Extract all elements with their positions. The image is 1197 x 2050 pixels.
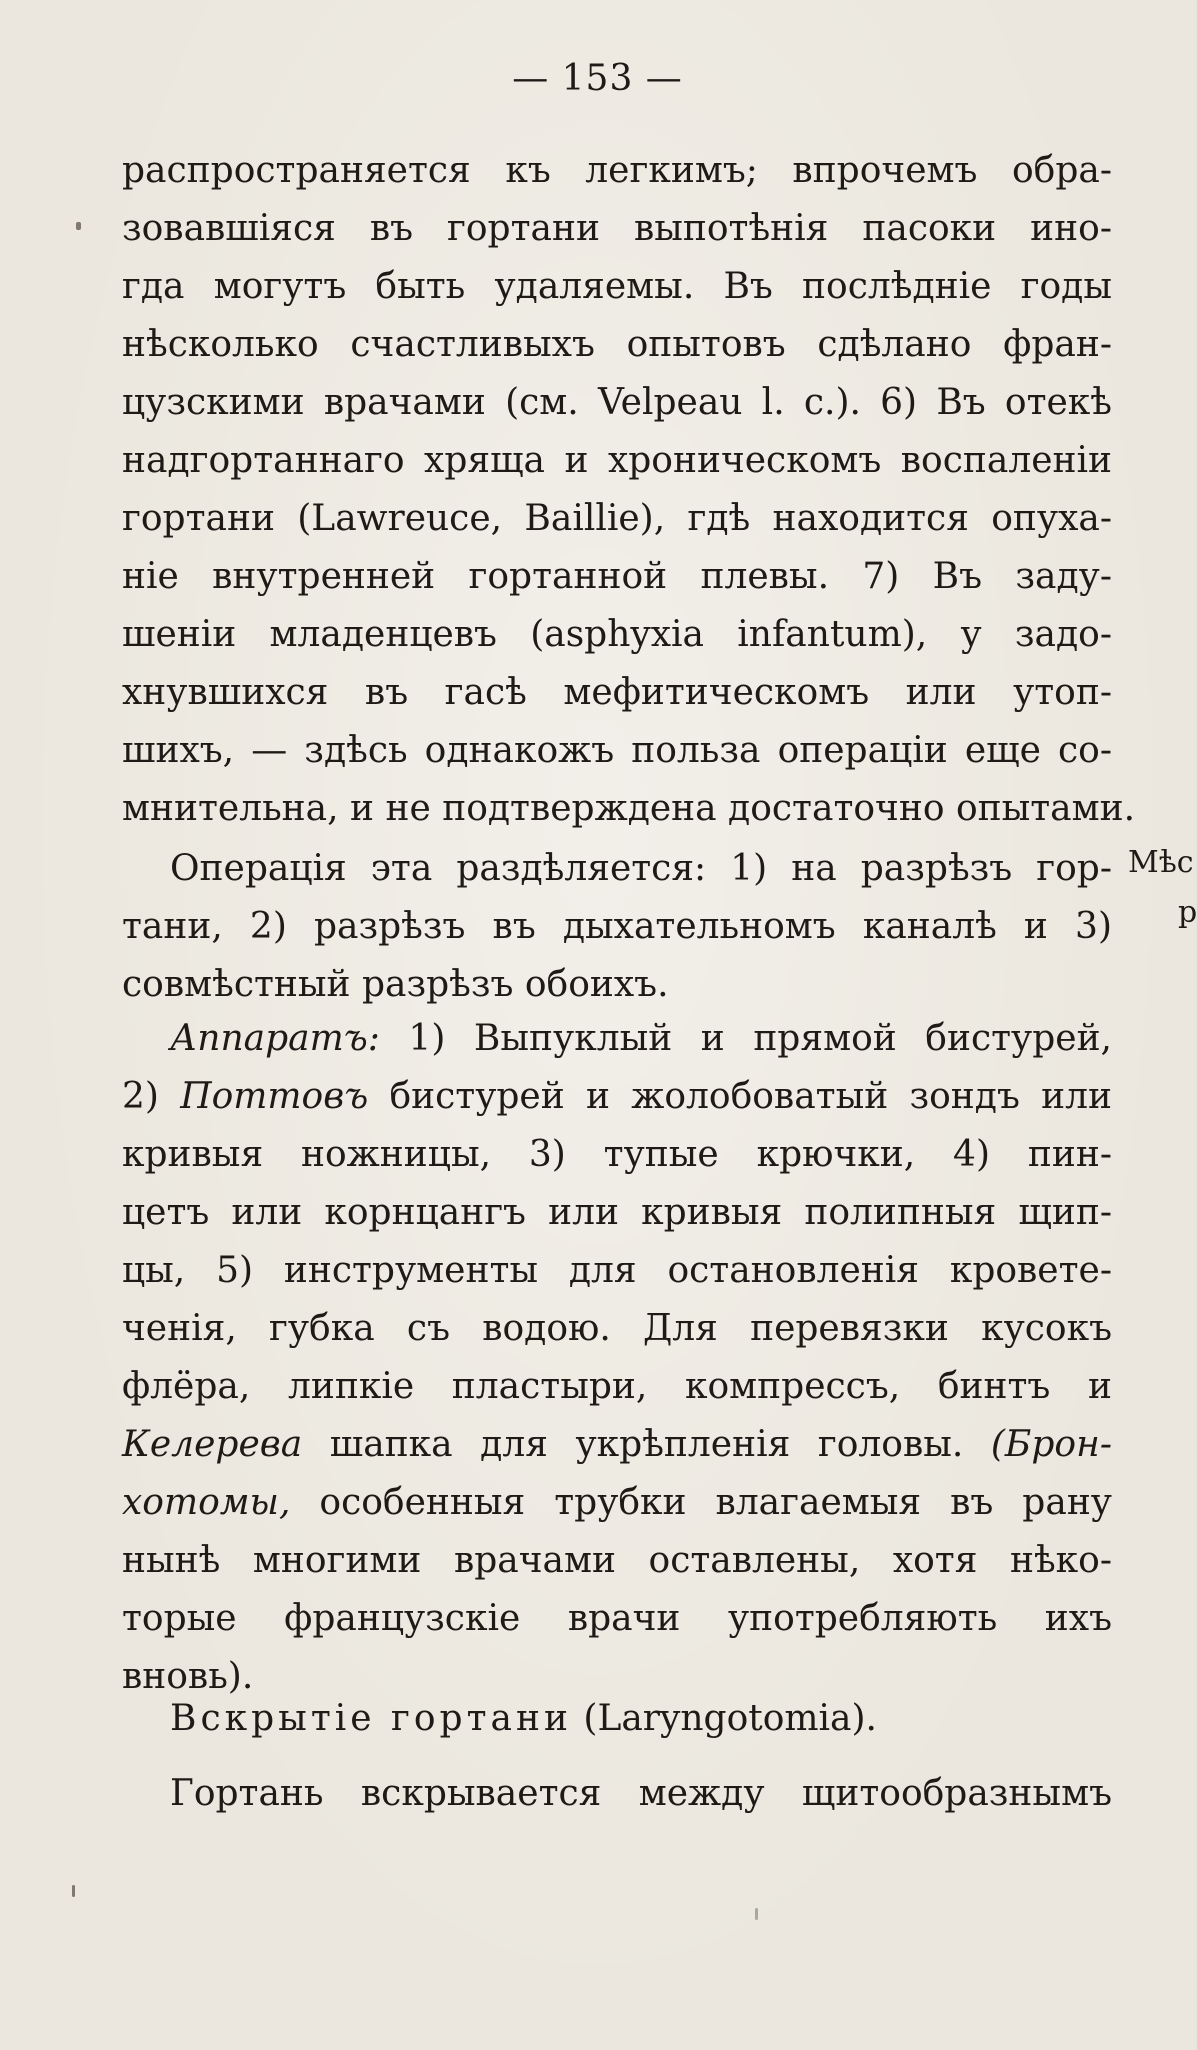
text-line: гда могутъ быть удаляемы. Въ послѣдніе годы <box>122 266 1112 307</box>
heading-spaced: Вскрытіе гортани <box>170 1698 572 1739</box>
text-run: шапка для укрѣпленія головы. <box>302 1424 991 1465</box>
text-line: Операція эта раздѣляется: 1) на разрѣзъ гор- <box>170 848 1112 889</box>
italic-term: Поттовъ <box>180 1076 369 1117</box>
text-line: цы, 5) инструменты для остановленія кровете- <box>122 1250 1112 1291</box>
italic-term: Аппаратъ: <box>170 1018 380 1059</box>
text-line: цетъ или корнцангъ или кривыя полипныя щип- <box>122 1192 1112 1233</box>
text-line: нынѣ многими врачами оставлены, хотя нѣко- <box>122 1540 1112 1581</box>
print-speck <box>72 1885 75 1897</box>
text-run: 1) Выпуклый и прямой бистурей, <box>379 1018 1112 1059</box>
print-speck <box>755 1908 758 1920</box>
page-number: — 153 — <box>512 58 683 99</box>
paragraph-3 <box>122 1010 1112 1706</box>
text-run: особенныя трубки влагаемыя въ рану <box>290 1482 1112 1523</box>
text-line: торые французскіе врачи употребляють ихъ <box>122 1598 1112 1639</box>
text-run: бистурей и жолобоватый зондъ или <box>368 1076 1112 1117</box>
text-line <box>122 1010 1112 1068</box>
text-line: тани, 2) разрѣзъ въ дыхательномъ каналѣ и 3) <box>122 906 1112 947</box>
text-line: нѣсколько счастливыхъ опытовъ сдѣлано фран- <box>122 324 1112 365</box>
paragraph-1 <box>122 142 1136 838</box>
text-line <box>122 1068 1112 1126</box>
italic-term: хотомы, <box>122 1482 291 1523</box>
paragraph-4 <box>122 1765 1112 1823</box>
text-line <box>122 1416 1112 1474</box>
text-line: ніе внутренней гортанной плевы. 7) Въ заду- <box>122 556 1112 597</box>
text-line: флёра, липкіе пластыри, компрессъ, бинтъ и <box>122 1366 1112 1407</box>
text-line: хнувшихся въ гасѣ мефитическомъ или утоп- <box>122 672 1112 713</box>
margin-note: Мѣс <box>1128 845 1194 880</box>
heading-latin: (Laryngotomia). <box>571 1698 878 1739</box>
italic-term: (Брон- <box>990 1424 1112 1465</box>
text-line: шихъ, — здѣсь однакожъ польза операціи еще со- <box>122 730 1112 771</box>
text-line: шеніи младенцевъ (asphyxia infantum), у задо- <box>122 614 1112 655</box>
text-run: 2) <box>122 1076 181 1117</box>
text-line: кривыя ножницы, 3) тупые крючки, 4) пин- <box>122 1134 1112 1175</box>
text-line: мнительна, и не подтверждена достаточно опытами. <box>122 788 1136 829</box>
text-line: ченія, губка съ водою. Для перевязки кусокъ <box>122 1308 1112 1349</box>
text-line: совмѣстный разрѣзъ обоихъ. <box>122 964 669 1005</box>
heading-line <box>122 1690 1112 1748</box>
text-line: вновь). <box>122 1656 254 1697</box>
text-line: цузскими врачами (см. Velpeau l. c.). 6) Въ отекѣ <box>122 382 1112 423</box>
text-line: надгортаннаго хряща и хроническомъ воспаленіи <box>122 440 1112 481</box>
text-line <box>122 1474 1112 1532</box>
text-line: зовавшіяся въ гортани выпотѣнія пасоки ино- <box>122 208 1112 249</box>
text-line: гортани (Lawreuce, Baillie), гдѣ находится опуха- <box>122 498 1112 539</box>
text-line: распространяется къ легкимъ; впрочемъ обра- <box>122 150 1112 191</box>
print-speck <box>76 222 81 230</box>
text-line: Гортань вскрывается между щитообразнымъ <box>170 1773 1112 1814</box>
italic-term: Келерева <box>122 1424 303 1465</box>
paragraph-2 <box>122 840 1112 1014</box>
section-heading <box>122 1690 1112 1748</box>
margin-note: р <box>1178 895 1197 930</box>
